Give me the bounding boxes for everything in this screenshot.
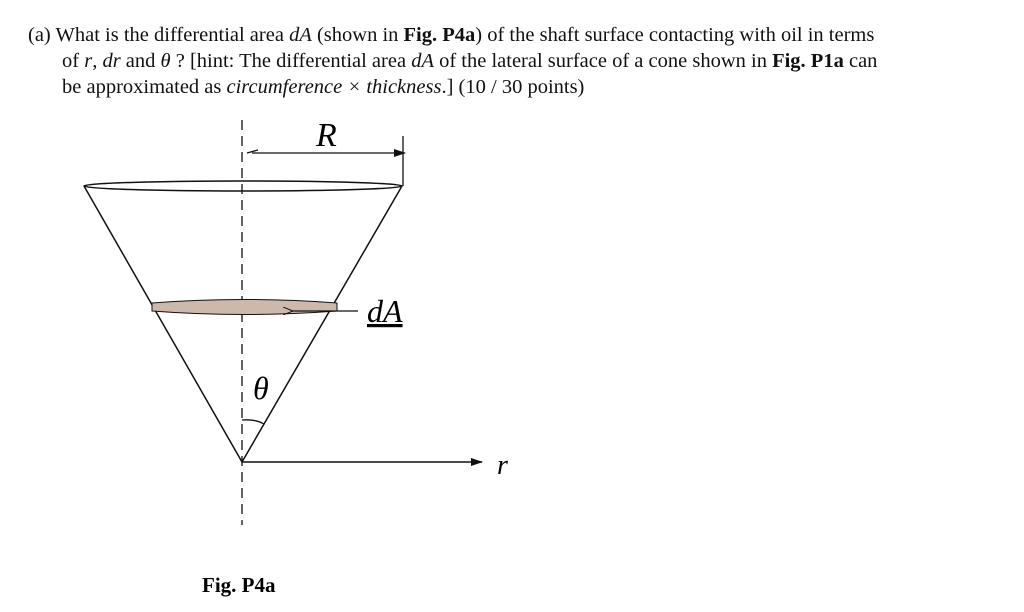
label-R: R [316,117,337,154]
text: can [843,50,878,72]
text: .] (10 / 30 points) [441,76,585,98]
label-r: r [497,450,508,481]
text: of the lateral surface of a cone shown in [433,50,773,72]
figure-reference: Fig. P4a [403,24,476,46]
cone-left-side [84,186,242,462]
text: and [120,50,161,72]
label-dA: dA [367,293,403,329]
theta-angle-arc [242,420,264,424]
text: ) of the shaft surface contacting with oil in terms [475,24,875,46]
dr-symbol: dr [102,50,121,72]
text: ? [hint: The differential area [170,50,412,72]
label-theta: θ [253,370,269,406]
figure-reference: Fig. P1a [772,50,844,72]
figure-caption: Fig. P4a [202,573,276,597]
theta-symbol: θ [160,50,171,72]
text: be approximated as [62,76,227,98]
differential-area-band [152,300,337,315]
formula: circumference × thickness [226,76,442,98]
text: , [92,50,103,72]
text: (a) What is the differential area [28,24,290,46]
cone-top-ellipse [84,181,402,191]
text: (shown in [311,24,404,46]
dA-symbol: dA [411,50,434,72]
dA-symbol: dA [289,24,312,46]
text: of [62,50,85,72]
r-symbol: r [84,50,93,72]
